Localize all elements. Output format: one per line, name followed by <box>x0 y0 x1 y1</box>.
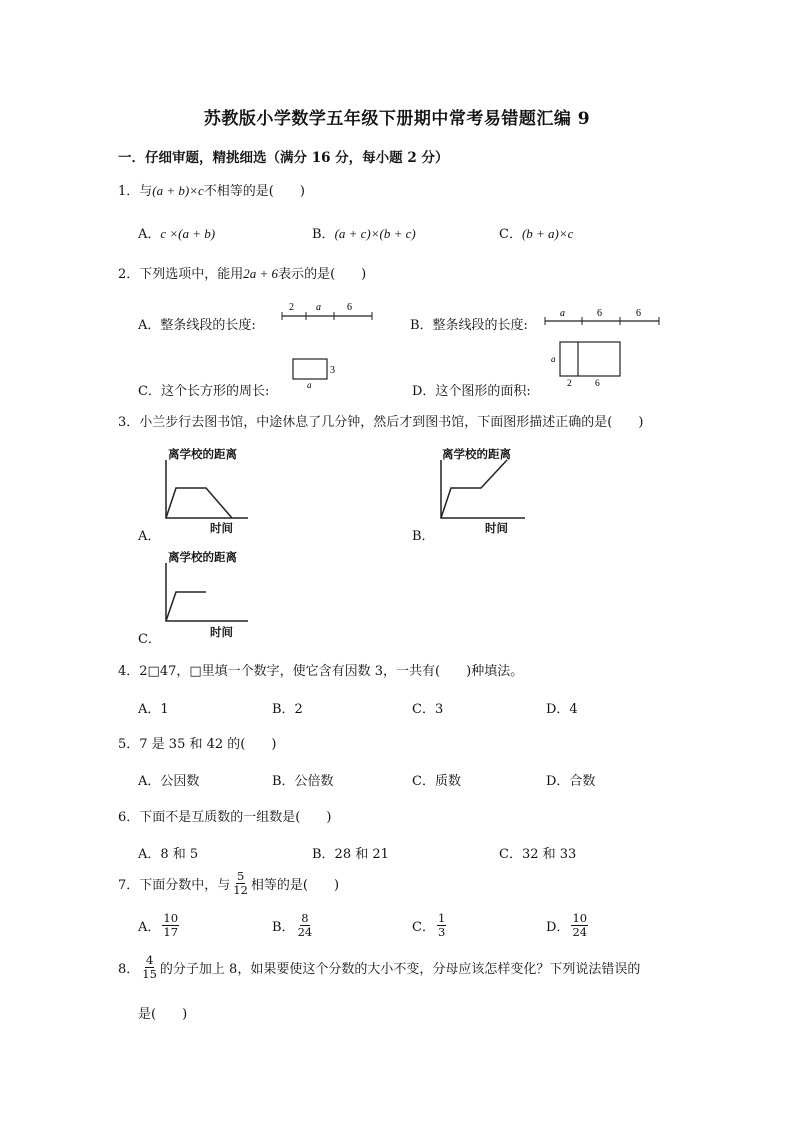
q2-option-d[interactable]: D．这个图形的面积: <box>412 384 531 399</box>
q2-figure-c-rectangle <box>290 356 340 390</box>
q4-option-d[interactable]: D．4 <box>546 702 578 717</box>
question-1-text: 不相等的是( ) <box>203 184 305 199</box>
q2-option-c[interactable]: C．这个长方形的周长: <box>138 384 270 399</box>
q1-option-b-expr: (a + c)×(b + c) <box>334 226 416 241</box>
q4-option-c[interactable]: C．3 <box>412 702 444 717</box>
q2-fig-c-side-label: 3 <box>330 365 335 376</box>
section-heading: 一．仔细审题，精挑细选（满分 16 分，每小题 2 分） <box>118 150 449 166</box>
q2-figure-d-composite-rectangle <box>548 338 628 388</box>
q3-graph-a <box>162 458 252 522</box>
q6-option-c[interactable]: C．32 和 33 <box>499 847 577 862</box>
q2-fig-b-label-2: 6 <box>597 308 602 319</box>
q5-option-d[interactable]: D．合数 <box>546 774 596 789</box>
q2-fig-d-bottom-label-1: 2 <box>567 379 572 388</box>
q1-option-a[interactable] <box>138 223 215 242</box>
page-title: 苏教版小学数学五年级下册期中常考易错题汇编 9 <box>203 109 591 129</box>
question-2 <box>118 263 366 282</box>
q1-option-b[interactable] <box>312 223 416 242</box>
question-7-text: 7．下面分数中，与 <box>118 878 231 893</box>
q1-option-c-expr: (b + a)×c <box>521 226 574 241</box>
q7-option-d[interactable]: D． $\frac{10}{24}$ <box>546 911 588 939</box>
q3-option-b[interactable]: B． <box>412 529 435 544</box>
q6-option-b[interactable]: B．28 和 21 <box>312 847 389 862</box>
question-1-expression: (a + b)×c <box>152 183 204 198</box>
q3-graph-c <box>162 561 252 625</box>
q7-option-c[interactable]: C． $\frac{1}{3}$ <box>412 911 446 939</box>
question-5: 5．7 是 35 和 42 的( ) <box>118 737 277 752</box>
question-8-text: 的分子加上 8，如果要使这个分数的大小不变，分母应该怎样变化？下列说法错误的 <box>159 962 641 977</box>
q3-graph-b-x-label: 时间 <box>485 521 508 535</box>
question-7-fraction: $\frac{5}{12}$ <box>233 869 248 897</box>
q2-figure-a-segment <box>280 298 376 326</box>
question-2-tail: 表示的是( ) <box>278 267 367 282</box>
q2-fig-a-label-3: 6 <box>347 302 352 313</box>
q7-option-a[interactable]: A． $\frac{10}{17}$ <box>138 911 179 939</box>
q3-graph-c-x-label: 时间 <box>210 625 233 639</box>
q3-option-a[interactable]: A． <box>138 529 161 544</box>
q3-graph-b <box>437 458 529 522</box>
question-8 <box>118 954 640 981</box>
question-7 <box>118 870 339 897</box>
q2-fig-c-bottom-label: a <box>307 380 312 390</box>
q2-fig-a-label-1: 2 <box>289 302 294 313</box>
q1-option-c[interactable] <box>499 223 573 242</box>
q2-fig-b-label-3: 6 <box>636 308 641 319</box>
q2-option-b[interactable]: B．整条线段的长度: <box>410 318 528 333</box>
question-2-expression: 2a + 6 <box>243 266 279 281</box>
question-3: 3．小兰步行去图书馆，中途休息了几分钟，然后才到图书馆，下面图形描述正确的是( ) <box>118 415 644 430</box>
q2-fig-d-bottom-label-2: 6 <box>595 379 600 388</box>
question-6: 6．下面不是互质数的一组数是( ) <box>118 810 332 825</box>
q5-option-c[interactable]: C．质数 <box>412 774 461 789</box>
question-7-tail: 相等的是( ) <box>250 878 340 893</box>
q1-option-c-label: C． <box>499 227 522 242</box>
q1-option-a-label: A． <box>138 227 161 242</box>
q3-graph-b-y-label: 离学校的距离 <box>442 447 511 461</box>
q3-graph-a-y-label: 离学校的距离 <box>168 447 237 461</box>
question-8-number: 8． <box>118 962 140 977</box>
q5-option-a[interactable]: A．公因数 <box>138 774 200 789</box>
q4-option-b[interactable]: B．2 <box>272 702 303 717</box>
q5-option-b[interactable]: B．公倍数 <box>272 774 334 789</box>
q3-option-c[interactable]: C． <box>138 632 161 647</box>
q2-fig-a-label-2: a <box>316 302 321 313</box>
q1-option-a-expr: c ×(a + b) <box>160 226 216 241</box>
question-8-line-2: 是( ) <box>138 1007 188 1022</box>
q2-figure-b-segment <box>543 306 663 330</box>
question-8-fraction: $\frac{4}{15}$ <box>142 953 157 981</box>
q1-option-b-label: B． <box>312 227 335 242</box>
q2-fig-d-left-label: a <box>551 354 556 364</box>
q4-option-a[interactable]: A．1 <box>138 702 169 717</box>
q6-option-a[interactable]: A．8 和 5 <box>138 847 199 862</box>
q3-graph-a-x-label: 时间 <box>210 521 233 535</box>
question-1-number: 1．与 <box>118 184 153 199</box>
question-4: 4．2□47，□里填一个数字，使它含有因数 3，一共有( )种填法。 <box>118 664 524 679</box>
question-2-text: 2．下列选项中，能用 <box>118 267 244 282</box>
q2-fig-b-label-1: a <box>560 308 565 319</box>
q7-option-b[interactable]: B． $\frac{8}{24}$ <box>272 911 313 939</box>
q2-option-a[interactable]: A．整条线段的长度: <box>138 318 256 333</box>
question-1 <box>118 180 305 199</box>
q3-graph-c-y-label: 离学校的距离 <box>168 550 237 564</box>
